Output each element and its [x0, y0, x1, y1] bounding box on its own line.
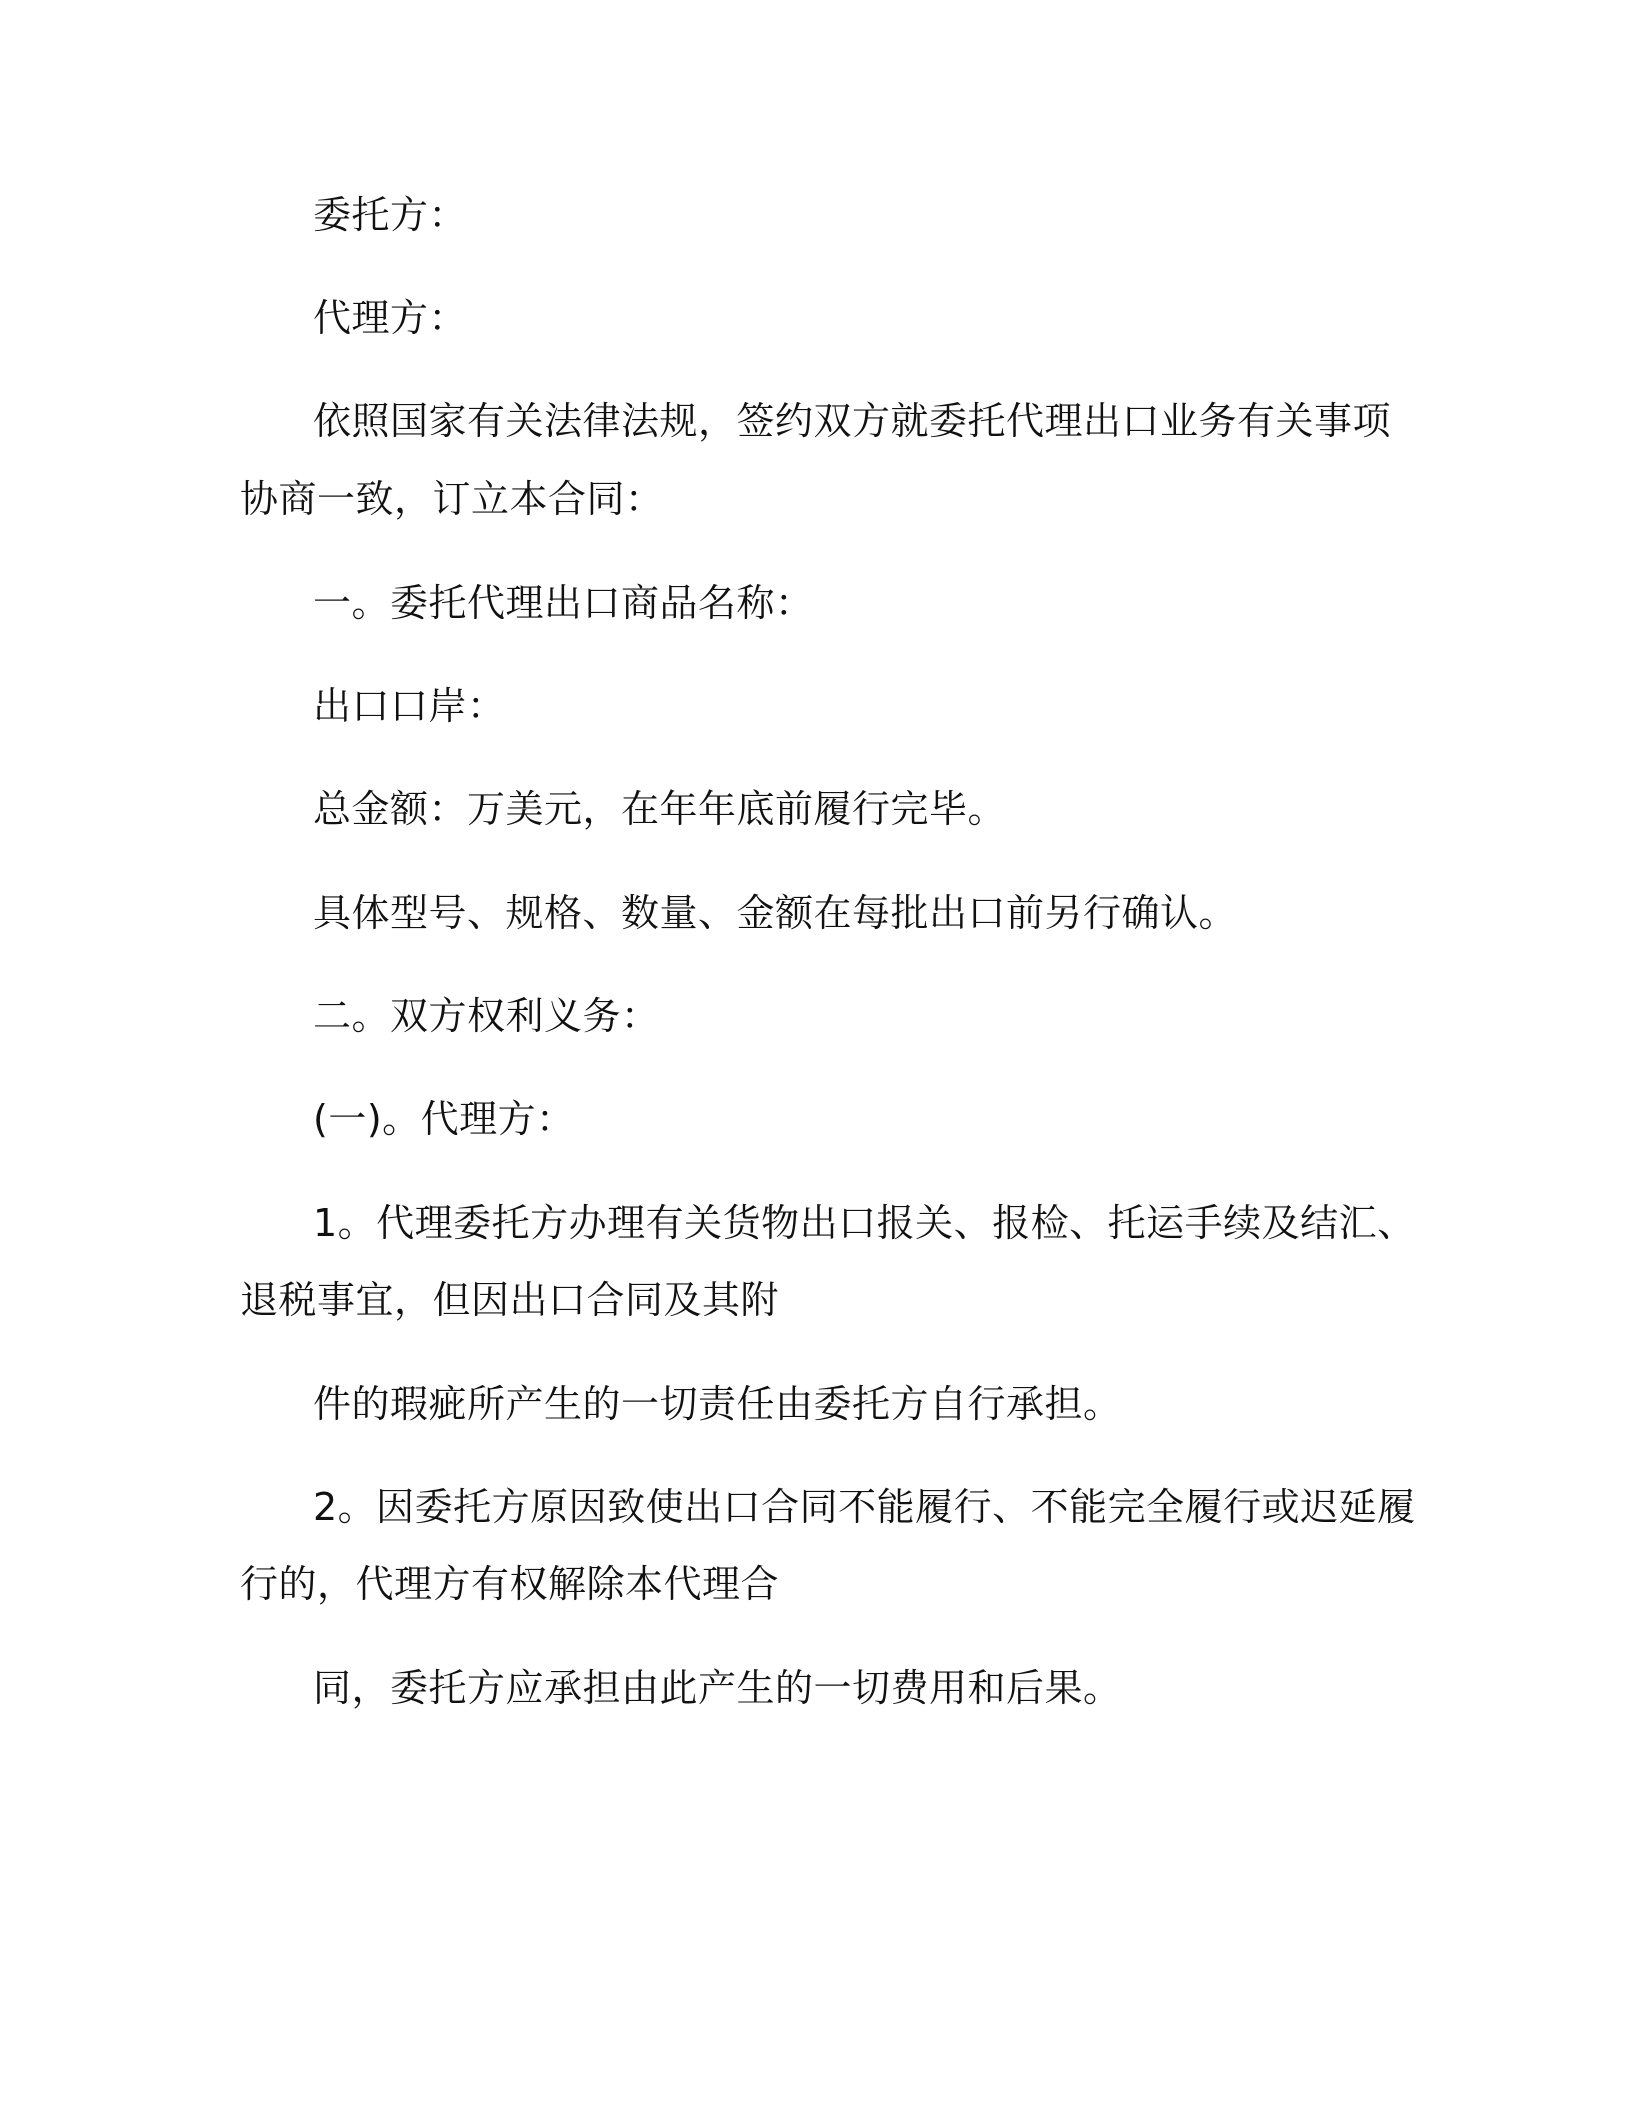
text-line: 具体型号、规格、数量、金额在每批出口前另行确认。 [313, 891, 1238, 935]
text-line: 协商一致，订立本合同： [240, 477, 664, 521]
text-line: 1。代理委托方办理有关货物出口报关、报检、托运手续及结汇、 [313, 1201, 1416, 1245]
text-line: 2。因委托方原因致使出口合同不能履行、不能完全履行或迟延履 [313, 1485, 1416, 1529]
text-line: 一。委托代理出口商品名称： [313, 581, 814, 625]
text-line: 总金额：万美元，在年年底前履行完毕。 [313, 787, 1007, 831]
text-line: 同，委托方应承担由此产生的一切费用和后果。 [313, 1666, 1122, 1710]
text-line: 代理方： [313, 296, 468, 340]
text-line: 出口口岸： [313, 684, 506, 728]
text-line: 退税事宜，但因出口合同及其附 [240, 1278, 780, 1322]
text-line: 件的瑕疵所产生的一切责任由委托方自行承担。 [313, 1382, 1122, 1426]
text-line: 依照国家有关法律法规，签约双方就委托代理出口业务有关事项 [313, 399, 1392, 443]
text-line: 二。双方权利义务： [313, 994, 660, 1038]
text-line: 委托方： [313, 193, 468, 237]
text-line: (一)。代理方： [313, 1097, 575, 1141]
text-line: 行的，代理方有权解除本代理合 [240, 1562, 780, 1606]
